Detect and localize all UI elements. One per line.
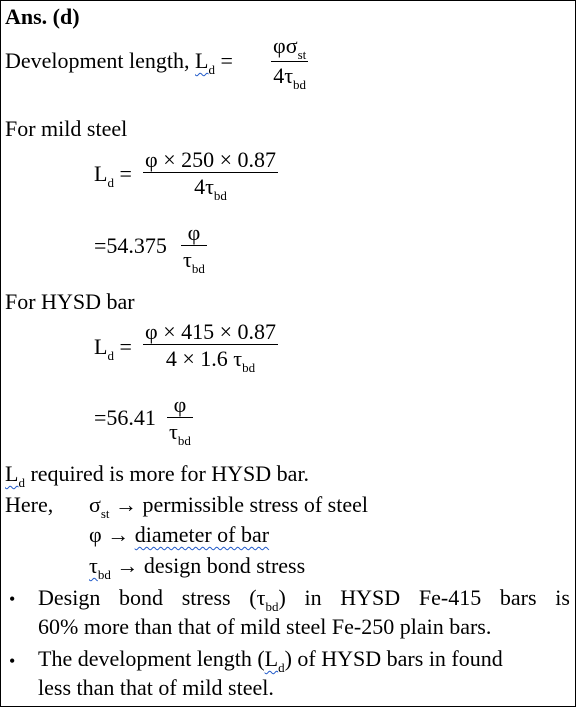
ld-symbol: $L_d$ (195, 48, 215, 77)
hysd-numerator: φ × 415 × 0.87 (145, 319, 277, 344)
bullet2-line2: less than that of mild steel. (38, 675, 274, 700)
def-tau: $\tau_{bd}$ → design bond stress (89, 553, 306, 582)
bullet-icon: • (9, 651, 16, 671)
bullet-icon: • (9, 589, 16, 609)
conclusion-text: required is more for HYSD bar. (24, 461, 310, 486)
def-phi: φ → diameter of bar (89, 522, 270, 547)
hysd-ld-lhs: $L_d$ = (94, 334, 132, 363)
mild-numerator: φ × 250 × 0.87 (145, 147, 277, 172)
bullet1-line1: Design bond stress $(\tau_{bd})$ in HYSD Fe-415 bars is (38, 585, 570, 614)
bullet2-line1: The development length $(L_d)$ of HYSD bars in found (38, 646, 503, 675)
mild-result: =54.375 (94, 233, 167, 258)
hysd-result-fraction: φ $\tau_{bd}$ (169, 392, 191, 448)
mild-result-value: 54.375 (106, 233, 167, 258)
formula-fraction: $\varphi\sigma_{st}$ $4\tau_{bd}$ (273, 33, 307, 92)
equals-sign: = (220, 48, 233, 73)
def-sigma: $\sigma_{st}$ → permissible stress of steel (89, 492, 368, 521)
here-label: Here, (5, 492, 54, 517)
hysd-fraction: φ × 415 × 0.87 4 × 1.6 $\tau_{bd}$ (145, 319, 277, 375)
mild-result-fraction: φ $\tau_{bd}$ (183, 220, 205, 276)
conclusion-line: $L_d$ required is more for HYSD bar. (5, 461, 310, 490)
hysd-heading: For HYSD bar (5, 289, 135, 314)
answer-label: Ans. (d) (5, 4, 80, 29)
phi-sigma: φσ (273, 33, 298, 58)
mild-fraction: φ × 250 × 0.87 $4\tau_{bd}$ (145, 147, 277, 203)
hysd-result-value: 56.41 (106, 405, 156, 430)
bullet1-line2: 60% more than that of mild steel Fe-250 plain bars. (38, 614, 492, 639)
hysd-denominator: 4 × 1.6 τ (165, 346, 243, 371)
four-tau: 4τ (273, 63, 294, 88)
arrow-icon: → (107, 522, 130, 547)
mild-steel-heading: For mild steel (5, 116, 128, 141)
arrow-icon: → (115, 492, 138, 517)
dev-length-line (5, 48, 233, 77)
arrow-icon: → (116, 553, 139, 578)
hysd-result: =56.41 (94, 405, 156, 430)
mild-ld-lhs: $L_d$ = (94, 161, 132, 190)
dev-length-label: Development length, (5, 48, 196, 73)
